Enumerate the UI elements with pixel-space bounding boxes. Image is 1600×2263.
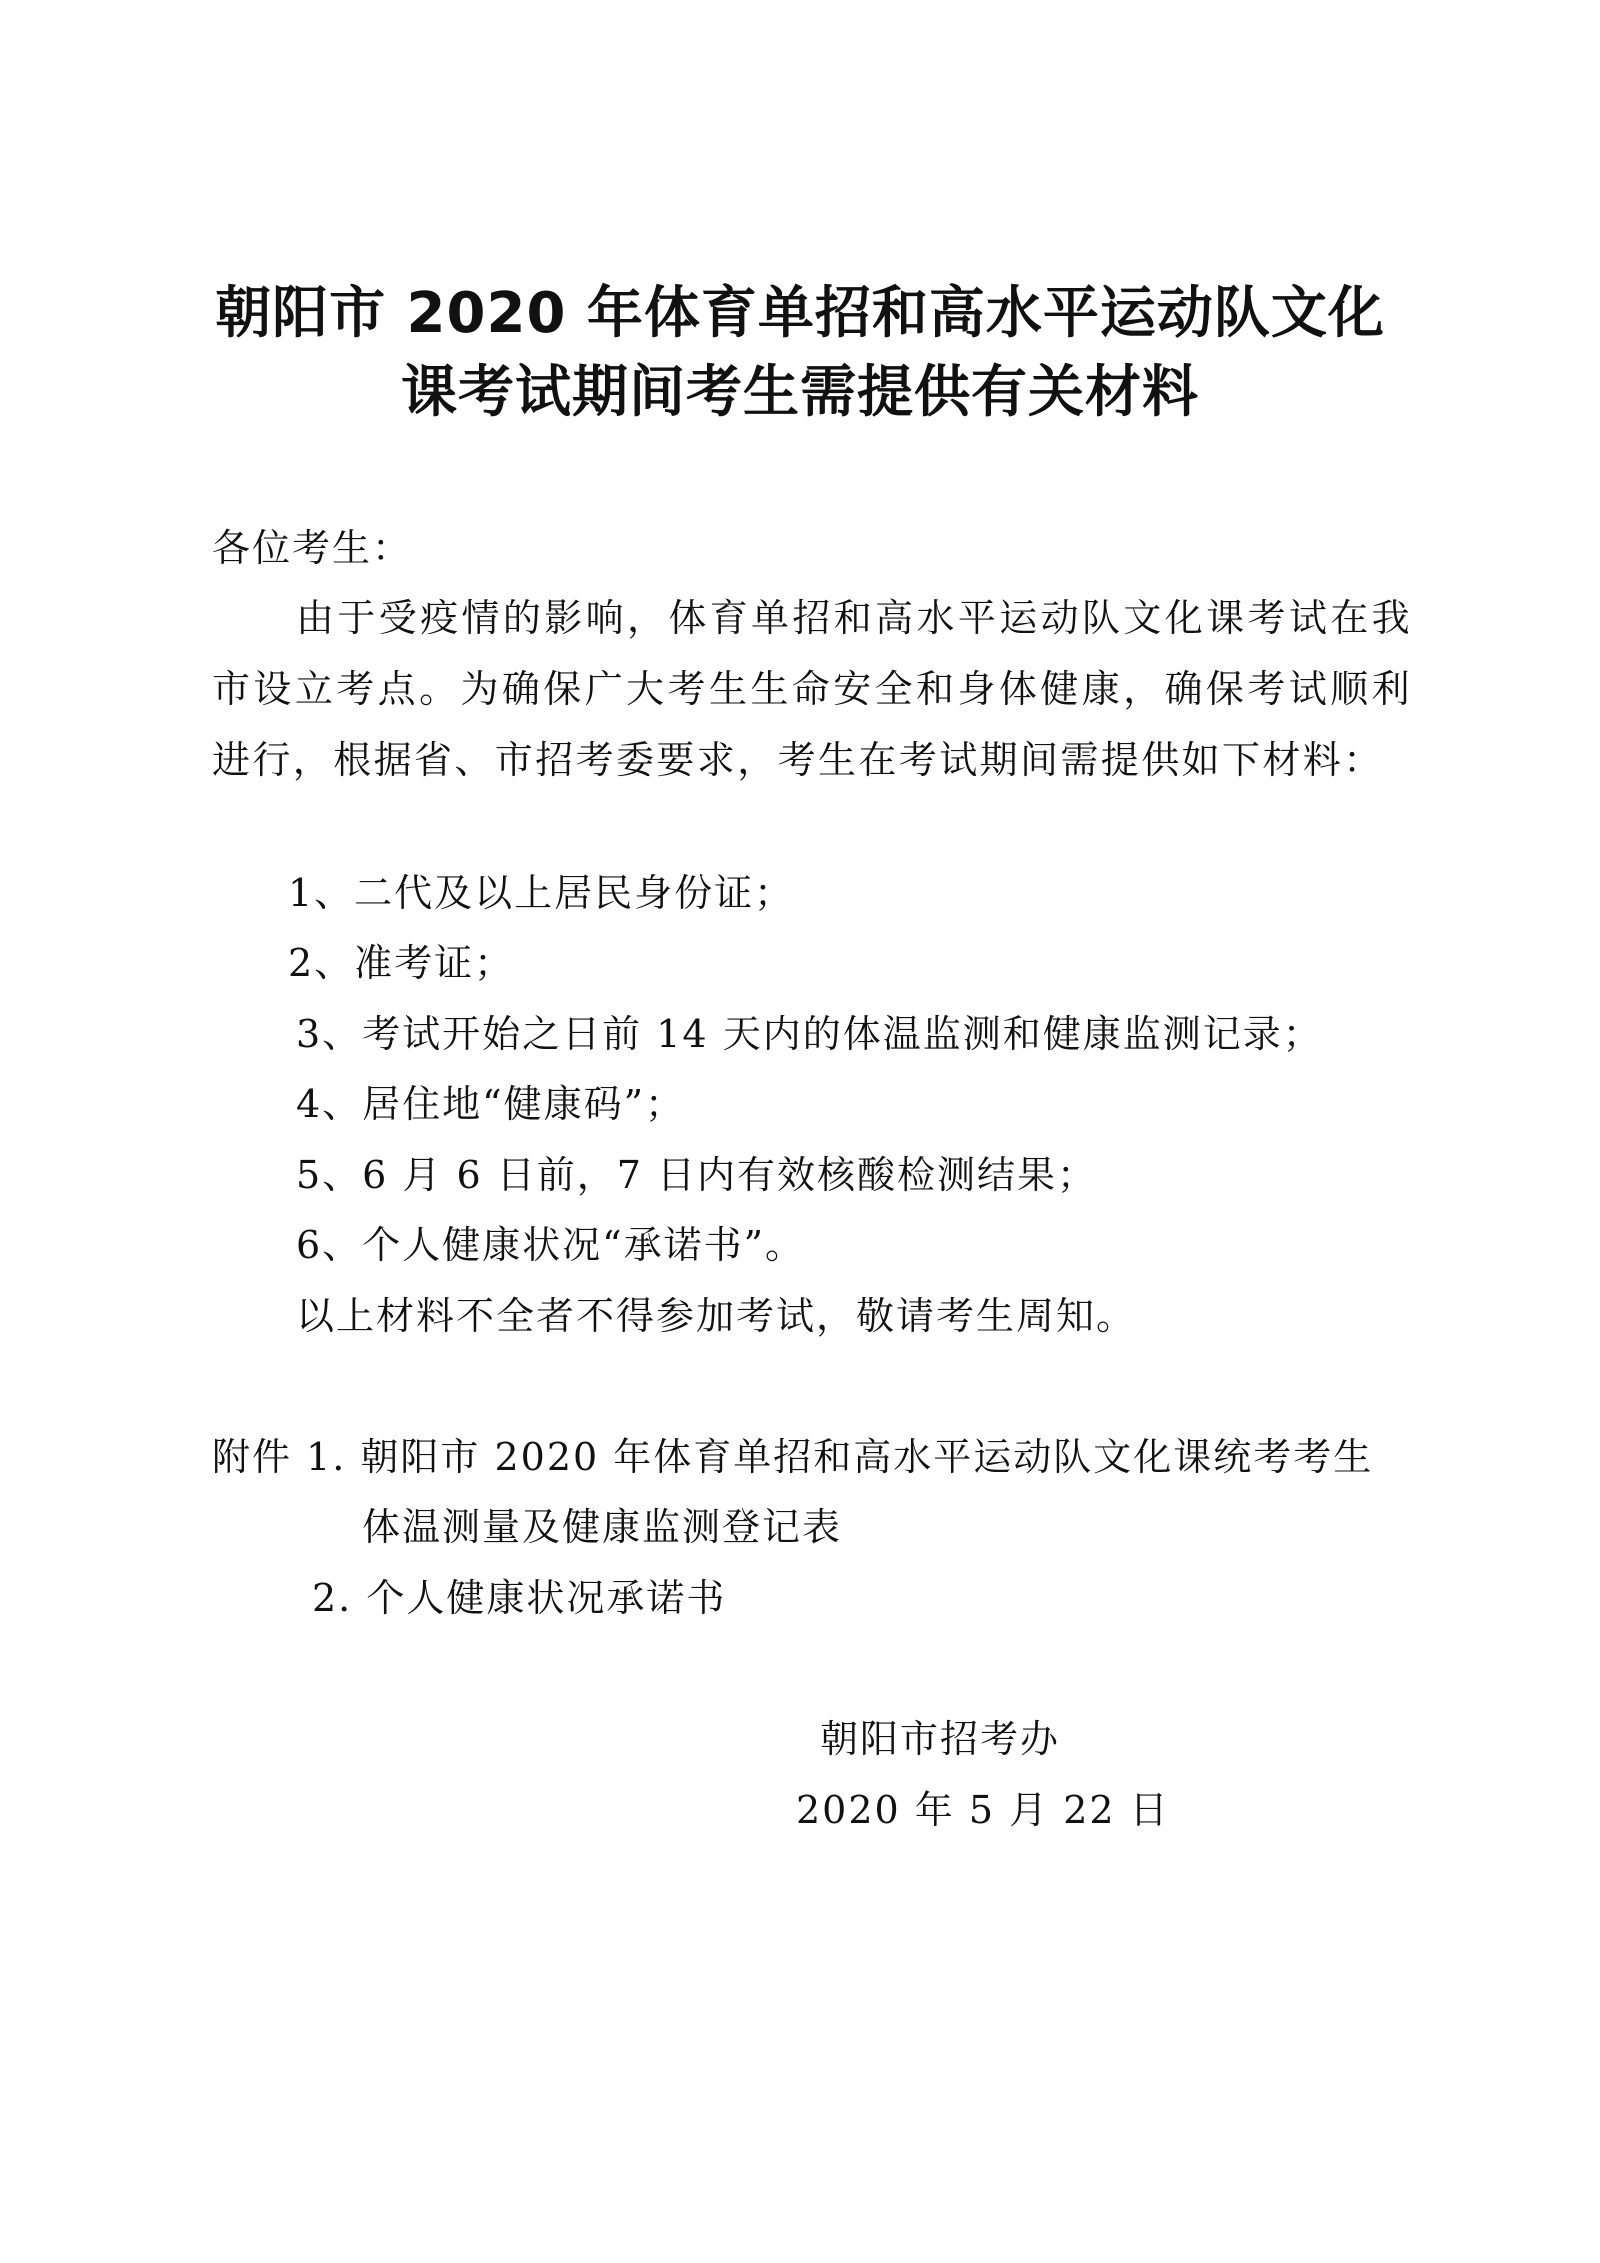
attachment-1-line-1: 附件 1. 朝阳市 2020 年体育单招和高水平运动队文化课统考考生 [212, 1435, 1374, 1479]
issue-date: 2020 年 5 月 22 日 [796, 1788, 1170, 1832]
intro-paragraph: 由于受疫情的影响，体育单招和高水平运动队文化课考试在我市设立考点。为确保广大考生生命安全和身体健康，确保考试顺利进行，根据省、市招考委要求，考生在考试期间需提供如下材料： [212, 596, 1412, 782]
material-item-5: 5、6 月 6 日前，7 日内有效核酸检测结果； [296, 1153, 1098, 1197]
material-item-1: 1、二代及以上居民身份证； [288, 871, 795, 915]
salutation: 各位考生： [212, 526, 413, 570]
attachment-2: 2. 个人健康状况承诺书 [312, 1576, 727, 1620]
document-title-line-2: 课考试期间考生需提供有关材料 [401, 360, 1199, 425]
document-title-line-1: 朝阳市 2020 年体育单招和高水平运动队文化 [215, 281, 1385, 346]
closing-note: 以上材料不全者不得参加考试，敬请考生周知。 [296, 1294, 1137, 1338]
material-item-4: 4、居住地“健康码”； [296, 1082, 686, 1126]
attachment-1-line-2: 体温测量及健康监测登记表 [362, 1505, 843, 1549]
material-item-2: 2、准考证； [288, 941, 515, 985]
issuer: 朝阳市招考办 [820, 1717, 1061, 1761]
material-item-3: 3、考试开始之日前 14 天内的体温监测和健康监测记录； [296, 1012, 1323, 1056]
material-item-6: 6、个人健康状况“承诺书”。 [296, 1223, 806, 1267]
